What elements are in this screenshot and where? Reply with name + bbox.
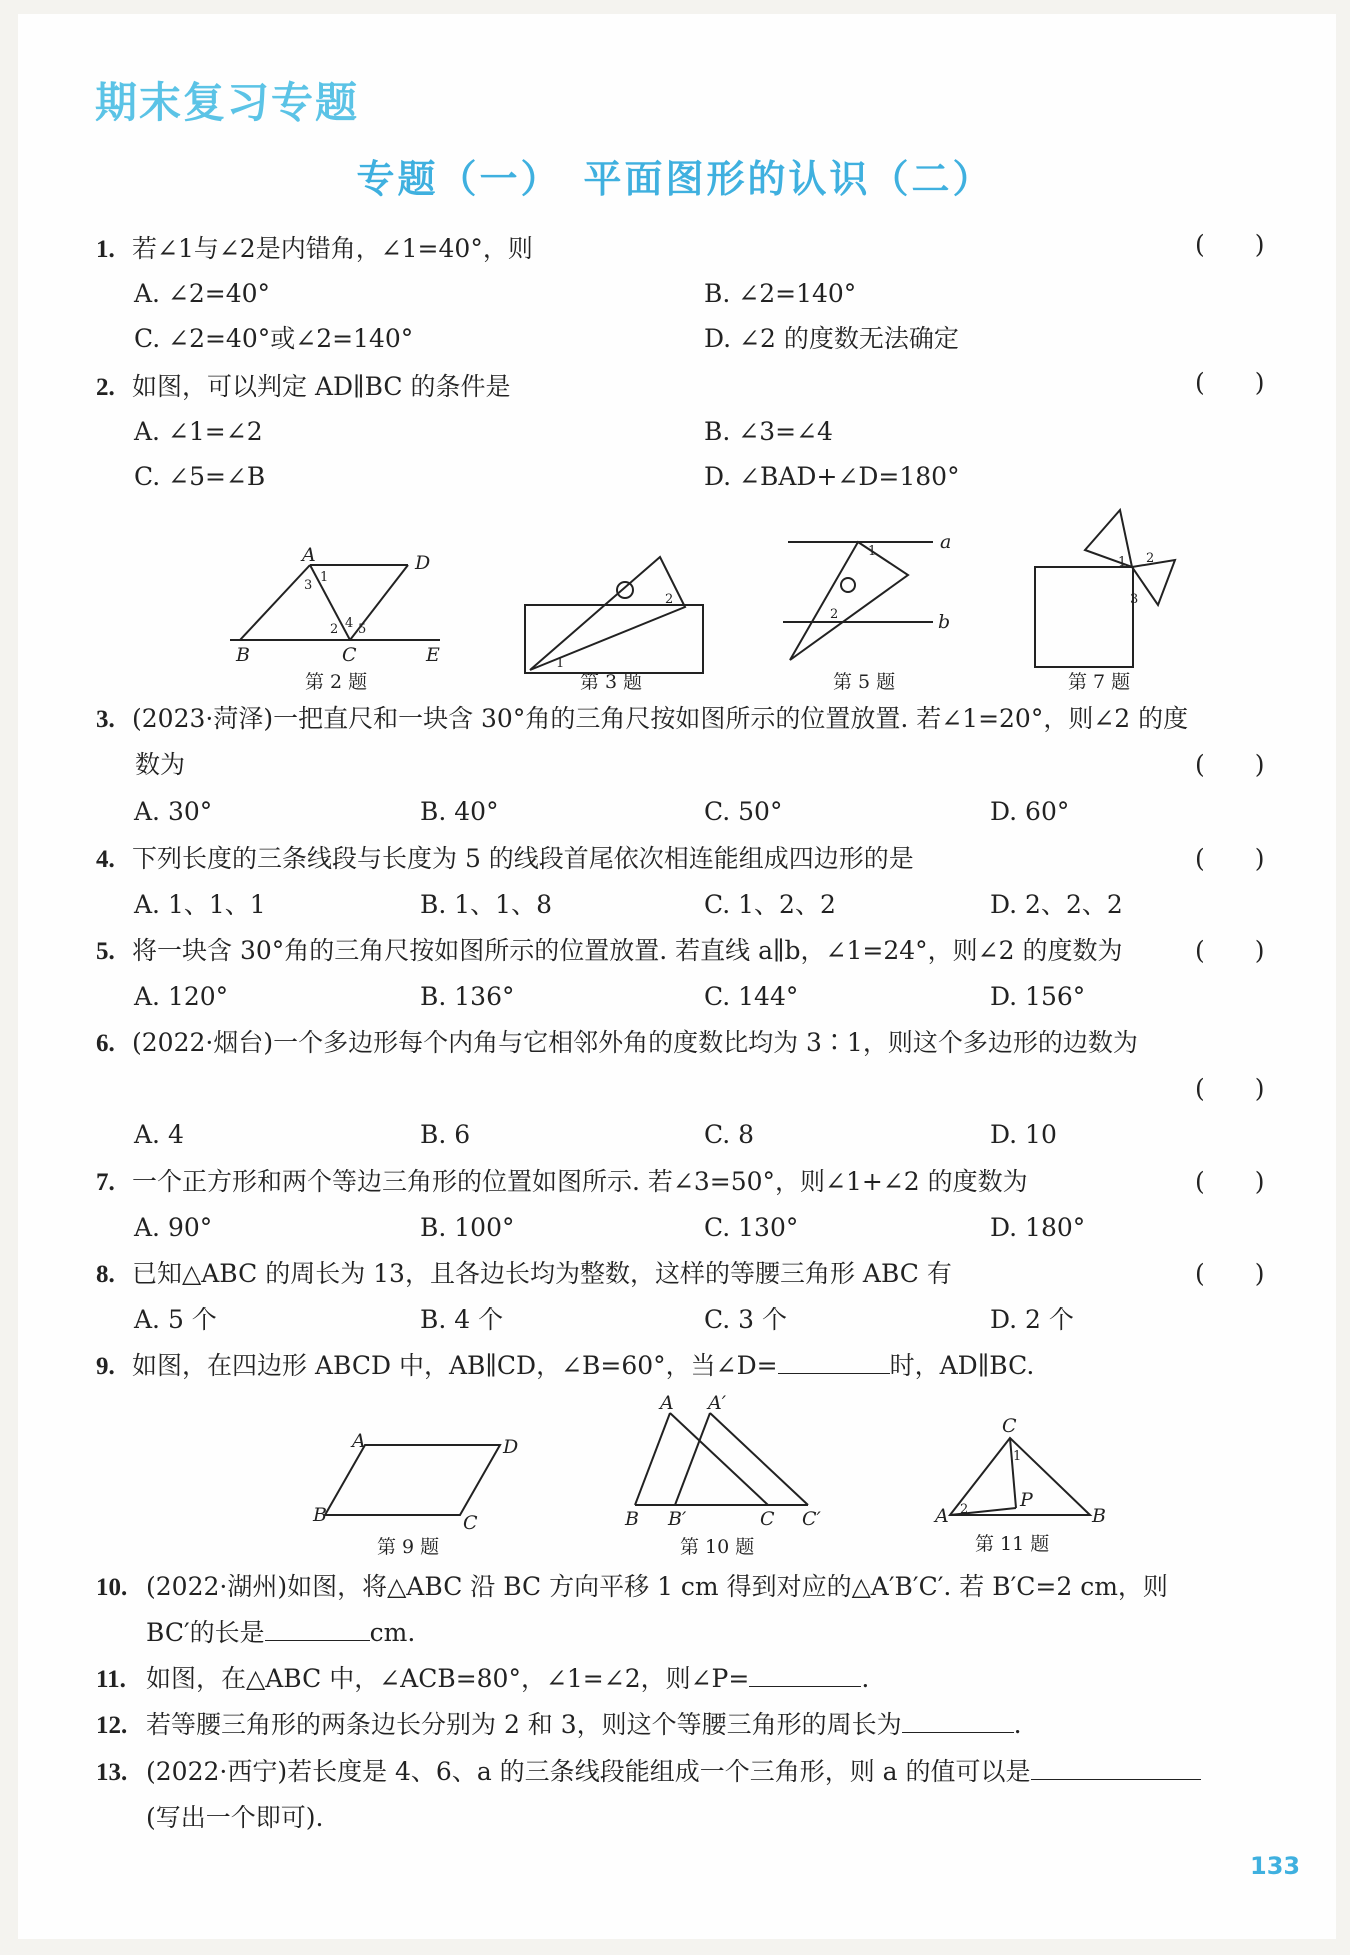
answer-paren: ( ) (1195, 844, 1265, 873)
option-a: A. 90° (134, 1213, 213, 1242)
label-A: A (935, 1505, 949, 1527)
question-number: 12. (96, 1712, 128, 1739)
caption-11: 第 11 题 (975, 1533, 1050, 1555)
question-13-cont: (写出一个即可). (146, 1803, 324, 1832)
option-a: A. ∠1=∠2 (134, 417, 263, 446)
angle-1: 1 (320, 570, 329, 585)
answer-paren: ( ) (1195, 750, 1265, 779)
option-b: B. 4 个 (420, 1305, 504, 1334)
question-number: 10. (96, 1574, 128, 1601)
answer-blank[interactable] (749, 1664, 861, 1687)
question-9 (96, 1349, 1034, 1384)
label-B: B (625, 1508, 639, 1530)
caption-7: 第 7 题 (1068, 671, 1131, 693)
option-c: C. 3 个 (704, 1305, 787, 1334)
question-text: 一个正方形和两个等边三角形的位置如图所示. 若∠3=50°，则∠1+∠2 的度数为 (132, 1167, 1028, 1196)
angle-3: 3 (1130, 592, 1139, 607)
answer-blank[interactable] (902, 1710, 1014, 1733)
question-text: 若等腰三角形的两条边长分别为 2 和 3，则这个等腰三角形的周长为 (146, 1710, 902, 1739)
answer-paren: ( ) (1195, 230, 1265, 259)
label-B-prime: B′ (668, 1508, 687, 1530)
angle-4: 4 (345, 616, 354, 631)
angle-5: 5 (358, 622, 367, 637)
label-P: P (1020, 1489, 1033, 1511)
label-E: E (426, 644, 440, 666)
question-text: 将一块含 30°角的三角尺按如图所示的位置放置. 若直线 a∥b，∠1=24°，则∠2 的度数为 (132, 936, 1123, 965)
figure-7 (1030, 505, 1180, 695)
label-C-prime: C′ (802, 1508, 821, 1530)
question-8 (96, 1257, 952, 1292)
option-b: B. ∠3=∠4 (704, 417, 833, 446)
question-number: 13. (96, 1759, 128, 1786)
angle-2: 2 (830, 607, 839, 622)
question-10 (96, 1570, 1168, 1605)
option-b: B. 6 (420, 1120, 471, 1149)
question-number: 3. (96, 706, 115, 733)
question-text: 下列长度的三条线段与长度为 5 的线段首尾依次相连能组成四边形的是 (132, 844, 914, 873)
question-text: (2022·湖州)如图，将△ABC 沿 BC 方向平移 1 cm 得到对应的△A′B′C′. 若 B′C=2 cm，则 (146, 1572, 1168, 1601)
option-b: B. ∠2=140° (704, 279, 857, 308)
topic-title: 专题（一） 平面图形的认识（二） (356, 156, 994, 201)
answer-paren: ( ) (1195, 368, 1265, 397)
option-d: D. 2 个 (990, 1305, 1074, 1334)
figure-2 (230, 545, 460, 695)
label-B: B (313, 1504, 327, 1526)
question-number: 2. (96, 374, 115, 401)
line-b: b (938, 611, 951, 633)
answer-blank[interactable] (265, 1618, 370, 1641)
question-number: 4. (96, 846, 115, 873)
option-d: D. ∠BAD+∠D=180° (704, 462, 960, 491)
figure-10 (620, 1392, 840, 1565)
answer-paren: ( ) (1195, 1167, 1265, 1196)
question-text: 如图，可以判定 AD∥BC 的条件是 (132, 372, 511, 401)
angle-2: 2 (665, 592, 674, 607)
label-A: A (302, 544, 316, 566)
option-c: C. ∠5=∠B (134, 462, 266, 491)
answer-paren: ( ) (1195, 1259, 1265, 1288)
angle-3: 3 (304, 578, 313, 593)
option-c: C. 144° (704, 982, 799, 1011)
option-d: D. ∠2 的度数无法确定 (704, 324, 959, 353)
answer-blank[interactable] (1031, 1757, 1201, 1780)
option-b: B. 136° (420, 982, 515, 1011)
caption-9: 第 9 题 (377, 1536, 440, 1558)
angle-2: 2 (1146, 551, 1155, 566)
figure-9 (305, 1425, 535, 1565)
caption-5: 第 5 题 (833, 671, 896, 693)
label-C: C (342, 644, 357, 666)
question-1 (96, 232, 533, 267)
question-text: (2023·菏泽)一把直尺和一块含 30°角的三角尺按如图所示的位置放置. 若∠1=20°，则∠2 的度 (132, 704, 1189, 733)
label-D: D (503, 1436, 519, 1458)
question-text: BC′的长是 (146, 1618, 265, 1647)
question-number: 5. (96, 938, 115, 965)
angle-1: 1 (1013, 1449, 1022, 1464)
label-B: B (1092, 1505, 1106, 1527)
option-d: D. 2、2、2 (990, 890, 1123, 919)
option-d: D. 156° (990, 982, 1086, 1011)
question-text: . (1013, 1710, 1022, 1739)
page-number: 133 (1250, 1852, 1301, 1880)
question-number: 1. (96, 236, 115, 263)
answer-blank[interactable] (778, 1351, 890, 1374)
option-a: A. 30° (134, 797, 213, 826)
angle-2: 2 (960, 1502, 969, 1517)
question-text: (2022·西宁)若长度是 4、6、a 的三条线段能组成一个三角形，则 a 的值可以是 (146, 1757, 1031, 1786)
option-a: A. 1、1、1 (134, 890, 266, 919)
label-D: D (415, 552, 431, 574)
question-4 (96, 842, 914, 877)
option-b: B. 1、1、8 (420, 890, 552, 919)
angle-2: 2 (330, 622, 339, 637)
angle-1: 1 (868, 544, 877, 559)
figure-5 (778, 530, 958, 695)
question-13 (96, 1755, 1201, 1790)
question-12 (96, 1708, 1022, 1743)
label-B: B (236, 644, 250, 666)
option-d: D. 180° (990, 1213, 1086, 1242)
option-c: C. 50° (704, 797, 783, 826)
option-b: B. 40° (420, 797, 499, 826)
option-d: D. 10 (990, 1120, 1057, 1149)
angle-1: 1 (1118, 555, 1127, 570)
question-text: (2022·烟台)一个多边形每个内角与它相邻外角的度数比均为 3∶1，则这个多边形的边数为 (132, 1028, 1138, 1057)
question-text: . (861, 1664, 870, 1693)
question-10-cont (146, 1616, 415, 1650)
figure-11 (930, 1410, 1130, 1565)
answer-paren: ( ) (1195, 936, 1265, 965)
option-a: A. 120° (134, 982, 229, 1011)
question-text: 如图，在四边形 ABCD 中，AB∥CD，∠B=60°，当∠D= (132, 1351, 778, 1380)
option-a: A. 5 个 (134, 1305, 217, 1334)
question-number: 11. (96, 1666, 126, 1693)
section-banner: 期末复习专题 (95, 78, 360, 127)
option-d: D. 60° (990, 797, 1070, 826)
figure-3 (520, 545, 710, 695)
option-c: C. ∠2=40°或∠2=140° (134, 324, 414, 353)
question-number: 6. (96, 1030, 115, 1057)
option-c: C. 8 (704, 1120, 755, 1149)
label-C: C (463, 1512, 478, 1534)
option-a: A. 4 (134, 1120, 184, 1149)
caption-3: 第 3 题 (580, 671, 643, 693)
option-a: A. ∠2=40° (134, 279, 271, 308)
question-5 (96, 934, 1122, 969)
question-number: 9. (96, 1353, 115, 1380)
question-number: 8. (96, 1261, 115, 1288)
answer-paren: ( ) (1195, 1074, 1265, 1103)
question-6 (96, 1026, 1138, 1061)
caption-2: 第 2 题 (305, 671, 368, 693)
line-a: a (940, 531, 952, 553)
question-3 (96, 702, 1188, 737)
question-text: 时，AD∥BC. (889, 1351, 1035, 1380)
question-text: 已知△ABC 的周长为 13，且各边长均为整数，这样的等腰三角形 ABC 有 (132, 1259, 952, 1288)
question-text: 如图，在△ABC 中，∠ACB=80°，∠1=∠2，则∠P= (146, 1664, 750, 1693)
question-number: 7. (96, 1169, 115, 1196)
angle-1: 1 (556, 656, 565, 671)
question-text: 若∠1与∠2是内错角，∠1=40°，则 (132, 234, 533, 263)
caption-10: 第 10 题 (680, 1536, 755, 1558)
question-7 (96, 1165, 1028, 1200)
label-C: C (760, 1508, 775, 1530)
option-c: C. 1、2、2 (704, 890, 836, 919)
question-3-cont: 数为 (135, 750, 186, 779)
label-C: C (1002, 1415, 1017, 1437)
question-text: cm. (369, 1618, 416, 1647)
question-2 (96, 370, 511, 405)
option-c: C. 130° (704, 1213, 799, 1242)
label-A: A (352, 1430, 366, 1452)
option-b: B. 100° (420, 1213, 515, 1242)
label-A-prime: A′ (708, 1392, 727, 1414)
label-A: A (660, 1392, 674, 1414)
question-11 (96, 1662, 869, 1697)
